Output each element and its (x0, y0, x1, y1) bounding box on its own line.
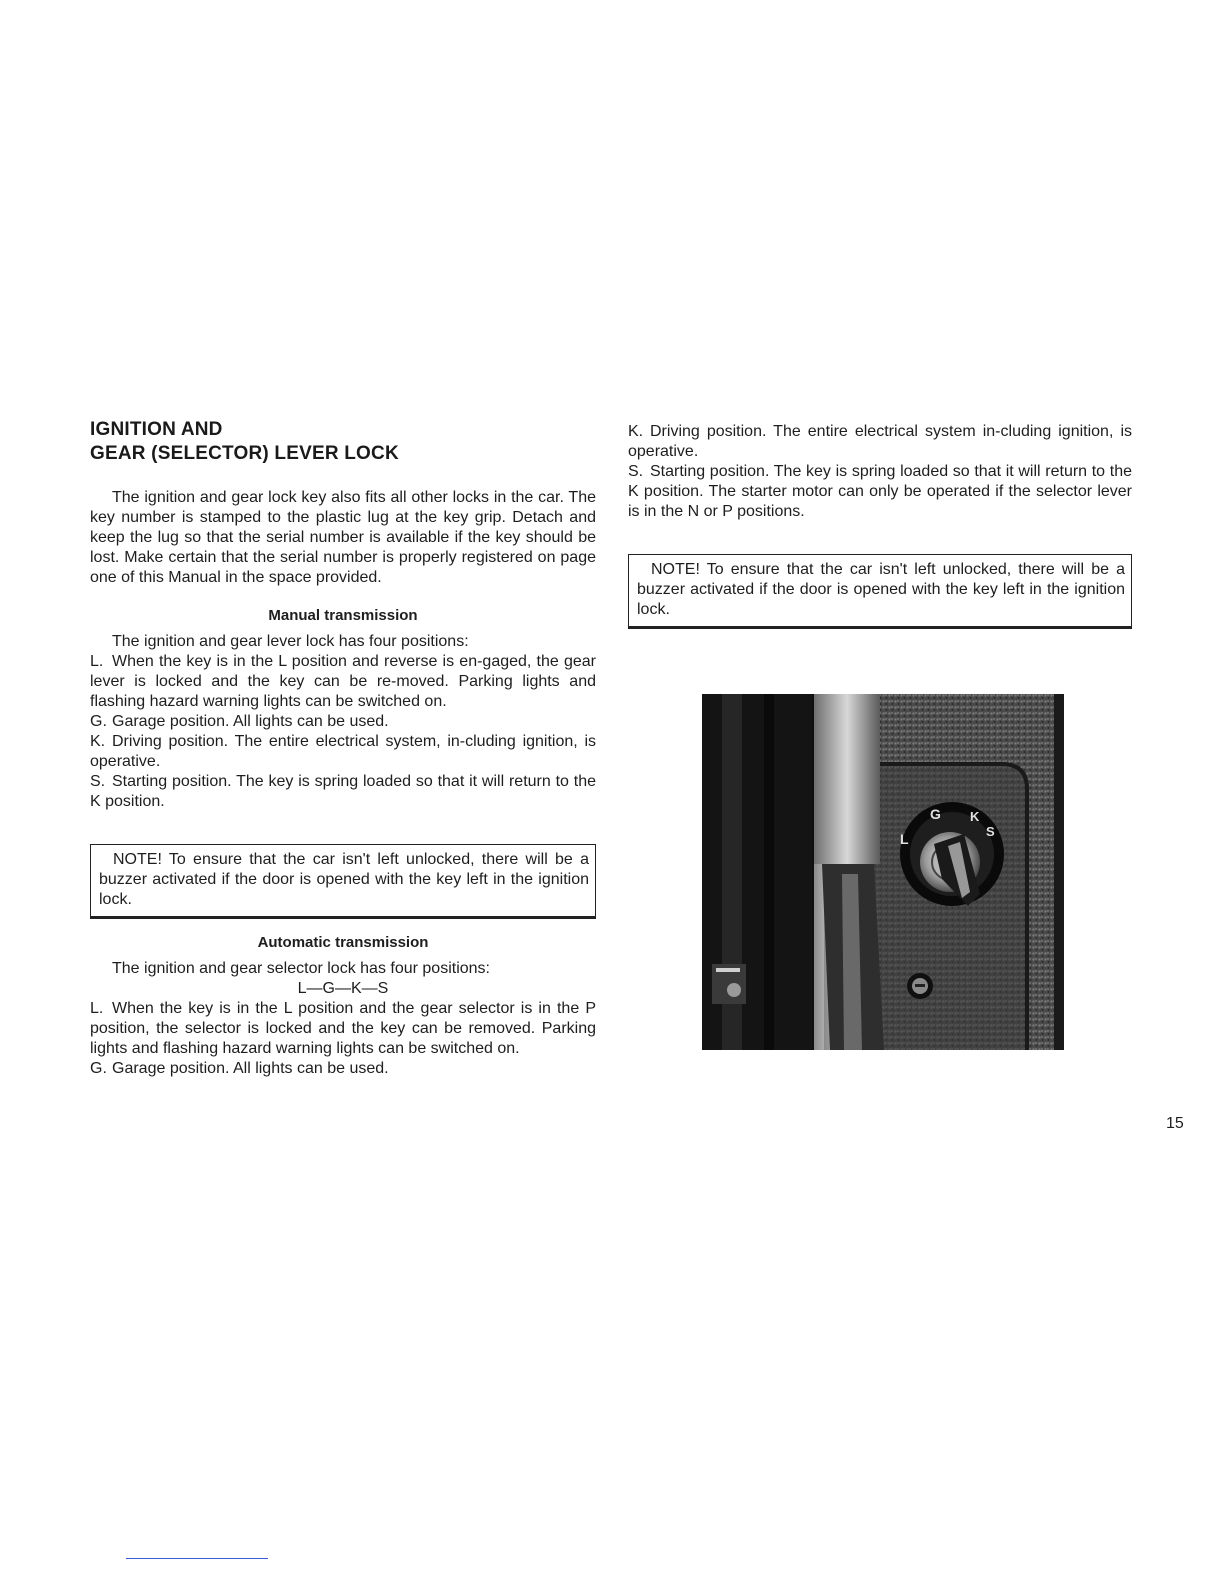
position-text: Driving position. The entire electrical system in-cluding ignition, is operative. (628, 423, 1132, 460)
ignition-lock-photo (702, 694, 1064, 1050)
position-key: K. (628, 423, 644, 440)
section-title (90, 418, 596, 466)
auto-position-g (90, 1059, 596, 1079)
position-key: K. (90, 733, 106, 750)
section-title-line1: IGNITION AND (90, 419, 223, 440)
position-key: L. (90, 1000, 104, 1017)
automatic-transmission-heading: Automatic transmission (257, 934, 429, 951)
manual-position-l (90, 652, 596, 712)
note-box-right (628, 554, 1132, 629)
manual-position-k (90, 732, 596, 772)
auto-sequence: L—G—K—S (297, 980, 389, 997)
position-key: L. (90, 653, 104, 670)
manual-transmission-heading: Manual transmission (268, 607, 418, 624)
left-column (90, 418, 596, 1079)
page-number: 15 (1166, 1115, 1184, 1132)
manual-position-s (90, 772, 596, 812)
manual-intro: The ignition and gear lever lock has four positions: (112, 633, 469, 650)
dial-label-g: G (930, 806, 941, 822)
dial-label-l: L (900, 831, 909, 847)
dial-label-s: S (986, 824, 995, 839)
footer-rule (126, 1558, 268, 1559)
section-title-line2: GEAR (SELECTOR) LEVER LOCK (90, 443, 399, 464)
note-box-left (90, 844, 596, 919)
ignition-lock-illustration (702, 694, 1064, 1050)
position-text: When the key is in the L position and the gear selector is in the P position, the selector is locked and the key can be removed. Parking lights and flashing hazard warning lights can be switched on. (90, 1000, 596, 1057)
dial-label-k: K (970, 809, 980, 824)
auto-position-l (90, 999, 596, 1059)
manual-position-g (90, 712, 596, 732)
position-text: Starting position. The key is spring loaded so that it will return to the K position. The starter motor can only be operated if the selector lever is in the N or P positions. (628, 463, 1132, 520)
position-key: G. (90, 1060, 107, 1077)
auto-position-s (628, 462, 1132, 522)
position-text: Starting position. The key is spring loaded so that it will return to the K position. (90, 773, 596, 810)
auto-position-k (628, 422, 1132, 462)
position-text: Garage position. All lights can be used. (112, 1060, 389, 1077)
intro-paragraph: The ignition and gear lock key also fits all other locks in the car. The key number is stamped to the plastic lug at the key grip. Detach and keep the lug so that the serial number is available if the key should be lost. Make certain that the serial number is properly registered on page one of this Manual in the space provided. (90, 489, 596, 586)
position-text: Garage position. All lights can be used. (112, 713, 389, 730)
position-text: Driving position. The entire electrical system, in-cluding ignition, is operative. (90, 733, 596, 770)
position-key: G. (90, 713, 107, 730)
right-column (628, 418, 1132, 629)
position-text: When the key is in the L position and reverse is en-gaged, the gear lever is locked and the key can be re-moved. Parking lights and flashing hazard warning lights can be switched on. (90, 653, 596, 710)
note-text: NOTE! To ensure that the car isn't left unlocked, there will be a buzzer activated if the door is opened with the key left in the ignition lock. (99, 851, 589, 908)
position-key: S. (628, 463, 644, 480)
position-key: S. (90, 773, 106, 790)
auto-intro: The ignition and gear selector lock has four positions: (112, 960, 490, 977)
note-text: NOTE! To ensure that the car isn't left unlocked, there will be a buzzer activated if the door is opened with the key left in the ignition lock. (637, 561, 1125, 618)
